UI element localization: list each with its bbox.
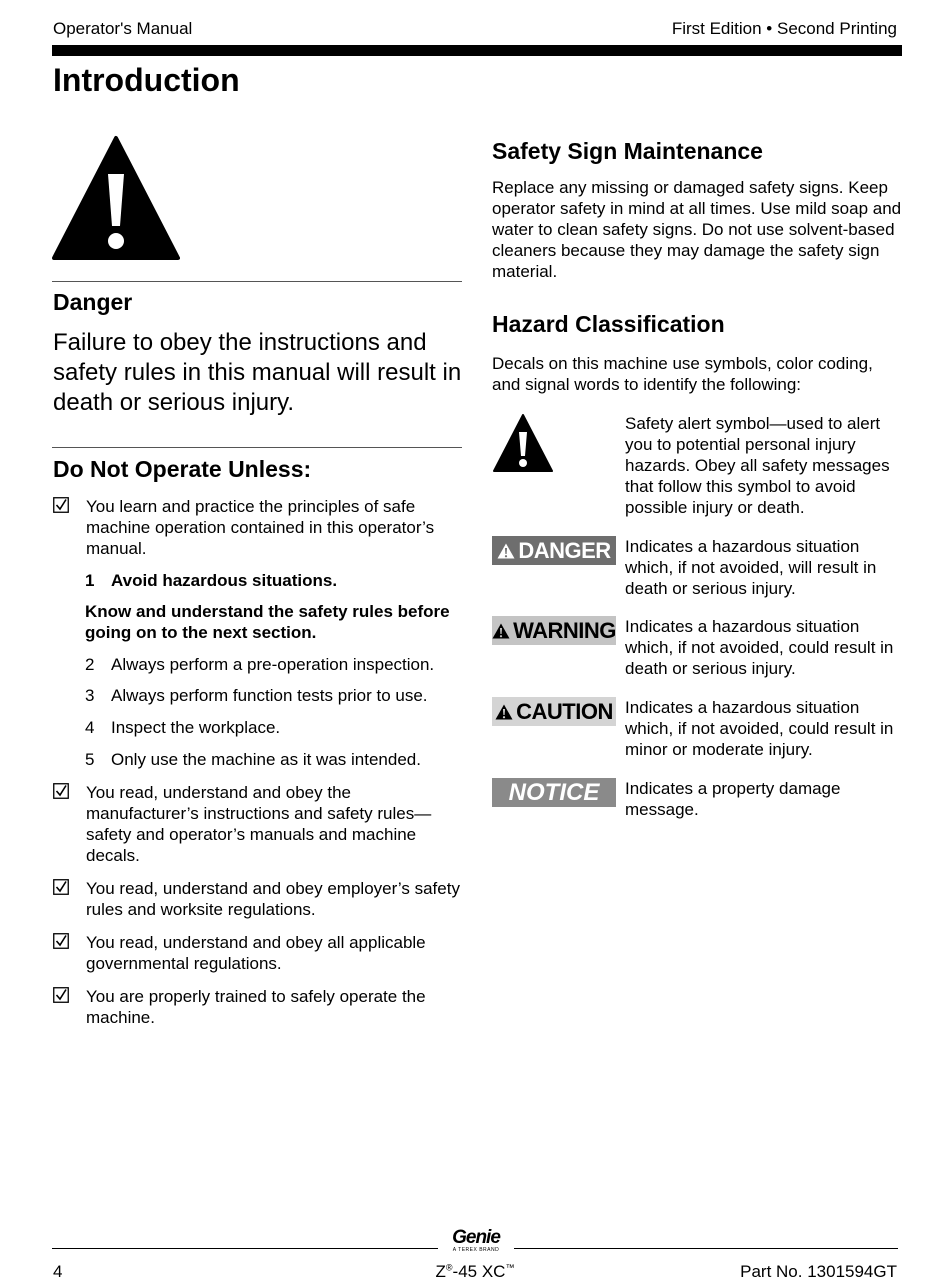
logo-wordmark: Genie bbox=[452, 1227, 500, 1248]
danger-sign-label: DANGER bbox=[518, 537, 611, 563]
hazard-row-text: Indicates a property damage message. bbox=[625, 779, 841, 819]
safety-alert-icon bbox=[52, 134, 180, 262]
operate-divider bbox=[52, 447, 462, 448]
item-number: 5 bbox=[85, 750, 95, 769]
danger-text: Failure to obey the instructions and safety rules in this manual will result in death or serious injury. bbox=[53, 329, 462, 416]
model-number: -45 XC bbox=[452, 1262, 506, 1281]
danger-sign bbox=[492, 536, 616, 565]
item-number: 4 bbox=[85, 718, 95, 737]
numbered-item bbox=[85, 749, 465, 770]
checkbox-icon bbox=[53, 933, 69, 949]
hazard-heading: Hazard Classification bbox=[492, 311, 725, 337]
check-item bbox=[53, 932, 463, 974]
hazard-row-caution bbox=[492, 697, 902, 767]
hazard-row-warning bbox=[492, 616, 902, 686]
item-number: 2 bbox=[85, 655, 95, 674]
notice-sign-label: NOTICE bbox=[508, 778, 600, 806]
do-not-operate-heading: Do Not Operate Unless: bbox=[53, 456, 312, 482]
hazard-row-alert bbox=[492, 413, 902, 523]
item-text: Always perform a pre-operation inspection. bbox=[111, 655, 435, 674]
numbered-item bbox=[85, 717, 465, 738]
checkbox-icon bbox=[53, 987, 69, 1003]
hazard-row-danger bbox=[492, 536, 902, 606]
hazard-row-text: Indicates a hazardous situation which, if not avoided, could result in death or serious injury. bbox=[625, 617, 894, 678]
danger-alert-icon bbox=[497, 543, 515, 559]
registered-mark: ® bbox=[445, 1262, 453, 1273]
trademark: ™ bbox=[505, 1262, 515, 1273]
checkbox-icon bbox=[53, 497, 69, 513]
warning-sign-label: WARNING bbox=[513, 617, 616, 643]
safety-alert-symbol-icon bbox=[492, 413, 554, 473]
header-manual-title: Operator's Manual bbox=[53, 19, 193, 38]
item-number: 3 bbox=[85, 686, 95, 705]
check-item bbox=[53, 878, 463, 920]
caution-sign-label: CAUTION bbox=[516, 698, 613, 724]
check-item bbox=[53, 496, 463, 559]
danger-heading: Danger bbox=[53, 289, 133, 315]
genie-logo bbox=[445, 1229, 507, 1253]
check-item-text: You read, understand and obey employer’s safety rules and worksite regulations. bbox=[86, 879, 460, 919]
item-number: 1 bbox=[85, 571, 95, 590]
item-text: Always perform function tests prior to use. bbox=[111, 686, 428, 705]
hazard-row-text: Indicates a hazardous situation which, if not avoided, will result in death or serious injury. bbox=[625, 537, 877, 598]
check-item-text: You learn and practice the principles of safe machine operation contained in this operator’s manual. bbox=[86, 497, 435, 558]
checkbox-icon bbox=[53, 783, 69, 799]
model-letter: Z bbox=[435, 1262, 446, 1281]
hazard-row-text: Indicates a hazardous situation which, if not avoided, could result in minor or moderate injury. bbox=[625, 698, 894, 759]
notice-sign bbox=[492, 778, 616, 807]
item-text: Only use the machine as it was intended. bbox=[111, 750, 421, 769]
checkbox-icon bbox=[53, 879, 69, 895]
check-item-text: You are properly trained to safely operate the machine. bbox=[86, 987, 426, 1027]
warning-alert-icon bbox=[492, 623, 510, 639]
logo-subtitle: A TEREX BRAND bbox=[452, 1247, 500, 1253]
caution-alert-icon bbox=[495, 704, 513, 720]
safety-sign-heading: Safety Sign Maintenance bbox=[492, 138, 763, 164]
safety-sign-text: Replace any missing or damaged safety signs. Keep operator safety in mind at all times. Use mild soap and water to clean safety signs. Do not use solvent-based cleaners because they may damage the safety sign material. bbox=[492, 178, 902, 281]
hazard-row-notice bbox=[492, 778, 902, 828]
item-text: Avoid hazardous situations. bbox=[111, 571, 338, 590]
check-item-text: You read, understand and obey all applicable governmental regulations. bbox=[86, 933, 426, 973]
numbered-item bbox=[85, 654, 465, 675]
know-rules-note: Know and understand the safety rules before going on to the next section. bbox=[85, 602, 450, 642]
check-item bbox=[53, 986, 463, 1028]
check-item-text: You read, understand and obey the manufacturer’s instructions and safety rules—safety and operator’s manuals and machine decals. bbox=[86, 783, 432, 865]
numbered-item bbox=[85, 685, 465, 706]
item-text: Inspect the workplace. bbox=[111, 718, 281, 737]
hazard-intro: Decals on this machine use symbols, color coding, and signal words to identify the following: bbox=[492, 354, 873, 394]
page-title: Introduction bbox=[53, 62, 240, 98]
footer-rule-left bbox=[52, 1248, 438, 1249]
numbered-item bbox=[85, 570, 465, 591]
page-number: 4 bbox=[53, 1262, 63, 1281]
hazard-row-text: Safety alert symbol—used to alert you to potential personal injury hazards. Obey all safety messages that follow this symbol to avoid possible injury or death. bbox=[625, 414, 890, 517]
part-number: Part No. 1301594GT bbox=[740, 1262, 897, 1281]
warning-sign bbox=[492, 616, 616, 645]
caution-sign bbox=[492, 697, 616, 726]
header-rule bbox=[52, 45, 902, 56]
danger-divider bbox=[52, 281, 462, 282]
check-item bbox=[53, 782, 463, 866]
footer-rule-right bbox=[514, 1248, 898, 1249]
header-edition: First Edition • Second Printing bbox=[671, 19, 897, 38]
